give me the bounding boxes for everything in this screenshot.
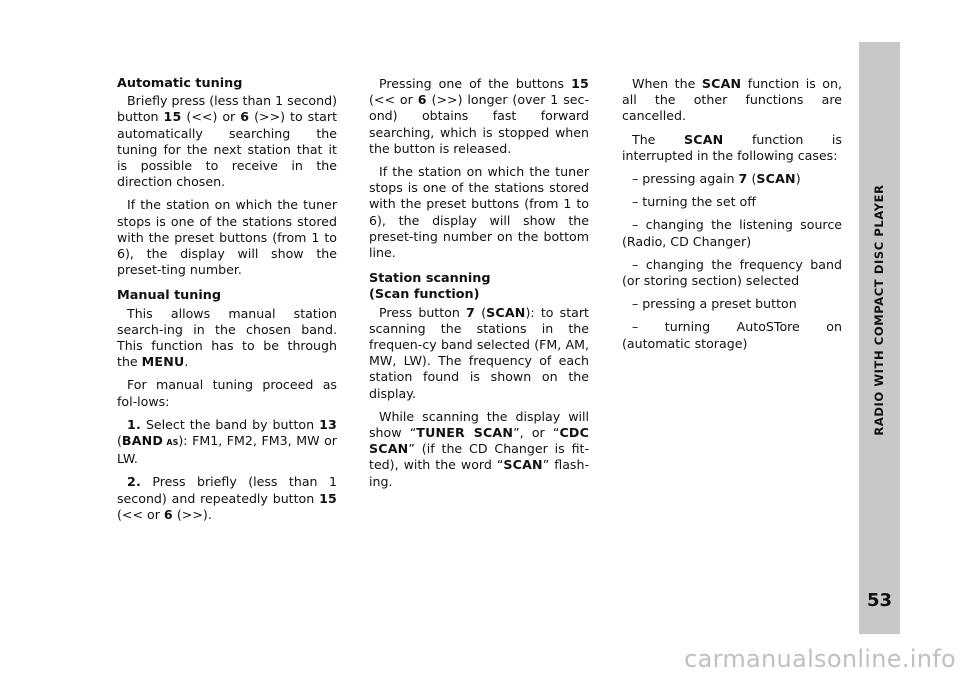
list-item: – changing the frequency band (or storing section) selected — [622, 256, 842, 289]
paragraph: When the SCAN function is on, all the other functions are cancelled. — [622, 76, 842, 124]
watermark: carmanualsonline.info — [684, 645, 956, 673]
heading-station-scanning: Station scanning (Scan function) — [369, 271, 491, 303]
step-2: 2. Press briefly (less than 1 second) and repeatedly button 15 (<< or 6 (>>). — [117, 474, 337, 522]
paragraph: If the station on which the tuner stops is one of the stations stored with the preset buttons (from 1 to 6), the display will show the preset-ting number. — [117, 197, 337, 278]
list-item: – pressing a preset button — [632, 296, 797, 312]
paragraph: The SCAN function is interrupted in the following cases: — [622, 131, 842, 163]
list-item: – turning AutoSTore on (automatic storage) — [622, 319, 842, 351]
page-number: 53 — [866, 590, 893, 611]
paragraph: While scanning the display will show “TUNER SCAN”, or “CDC SCAN” (if the CD Changer is fit-ted), with the word “SCAN” flash-ing. — [369, 408, 590, 489]
paragraph: This allows manual station search-ing in the chosen band. This function has to be through the MENU. — [117, 305, 337, 370]
chapter-side-tab — [859, 42, 900, 634]
heading-manual-tuning: Manual tuning — [117, 288, 222, 304]
chapter-title: RADIO WITH COMPACT DISC PLAYER — [872, 184, 886, 436]
paragraph: Pressing one of the buttons 15 (<< or 6 (>>) longer (over 1 sec-ond) obtains fast forward searching, which is stopped when the button is released. — [369, 76, 589, 156]
text-column-3 — [622, 76, 842, 359]
text-column-1 — [117, 76, 337, 530]
text-column-2 — [369, 76, 589, 497]
paragraph: Briefly press (less than 1 second) button 15 (<<) or 6 (>>) to start automatically searching the tuning for the next station that it is possible to receive in the direction chosen. — [117, 93, 338, 190]
list-item: – pressing again 7 (SCAN) — [632, 171, 801, 187]
paragraph: If the station on which the tuner stops is one of the stations stored with the preset buttons (from 1 to 6), the display will show the preset-ting number on the bottom line. — [369, 164, 589, 261]
list-item: – turning the set off — [632, 194, 756, 210]
paragraph: Press button 7 (SCAN): to start scanning the stations in the frequen-cy band selected (FM, AM, MW, LW). The frequency of each station found is shown on the display. — [369, 304, 589, 401]
heading-automatic-tuning: Automatic tuning — [117, 76, 243, 91]
list-item: – changing the listening source (Radio, CD Changer) — [622, 217, 842, 249]
step-1: 1. Select the band by button 13 (BAND AS): FM1, FM2, FM3, MW or LW. — [117, 416, 337, 467]
paragraph: For manual tuning proceed as fol-lows: — [117, 377, 337, 409]
